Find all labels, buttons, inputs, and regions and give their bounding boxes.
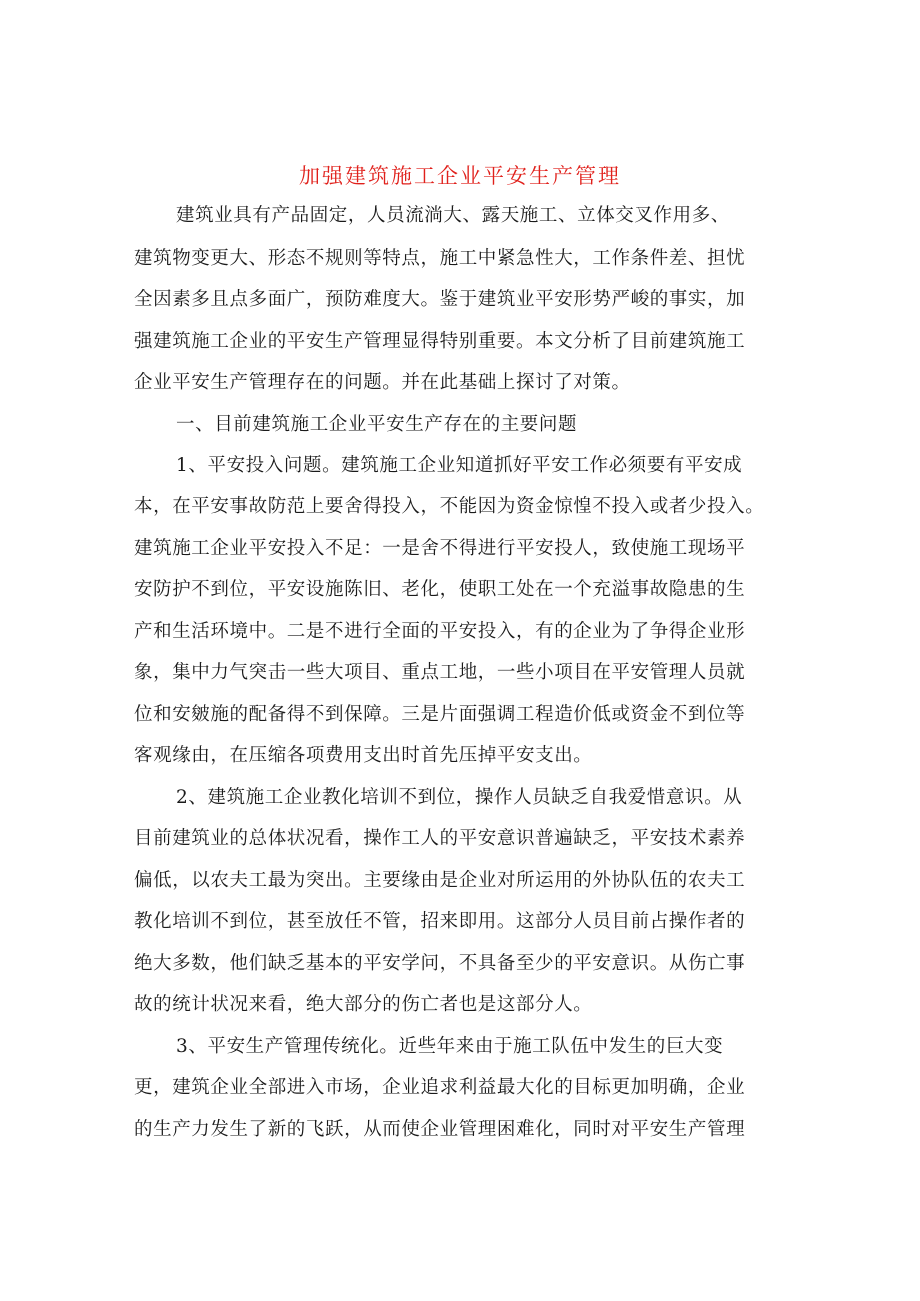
paragraph-line: 2、建筑施工企业教化培训不到位，操作人员缺乏自我爱惜意识。从: [176, 787, 743, 808]
section-heading: 一、目前建筑施工企业平安生产存在的主要问题: [176, 414, 578, 435]
paragraph-line: 故的统计状况来看，绝大部分的伤亡者也是这部分人。: [134, 994, 593, 1015]
paragraph-line: 教化培训不到位，甚至放任不管，招来即用。这部分人员目前占操作者的: [134, 911, 746, 932]
paragraph-line: 偏低，以农夫工最为突出。主要缘由是企业对所运用的外协队伍的农夫工: [134, 870, 746, 891]
paragraph-line: 的生产力发生了新的飞跃，从而使企业管理困难化，同时对平安生产管理: [134, 1119, 746, 1140]
paragraph-line: 3、平安生产管理传统化。近些年来由于施工队伍中发生的巨大变: [176, 1036, 724, 1057]
paragraph-line: 安防护不到位，平安设施陈旧、老化，使职工处在一个充溢事故隐患的生: [134, 579, 746, 600]
paragraph-line: 建筑施工企业平安投入不足：一是舍不得进行平安投人，致使施工现场平: [134, 538, 746, 559]
paragraph-line: 产和生活环境中。二是不进行全面的平安投入，有的企业为了争得企业形: [134, 621, 746, 642]
paragraph-line: 位和安皴施的配备得不到保障。三是片面强调工程造价低或资金不到位等: [134, 704, 746, 725]
paragraph-line: 本，在平安事故防范上要舍得投入，不能因为资金惊惶不投入或者少投入。: [134, 496, 765, 517]
paragraph-line: 建筑物变更大、形态不规则等特点，施工中紧急性大，工作条件差、担忧: [134, 248, 746, 269]
paragraph-line: 全因素多且点多面广，预防难度大。鉴于建筑业平安形势严峻的事实，加: [134, 289, 746, 310]
paragraph-line: 客观缘由，在压缩各项费用支出时首先压掉平安支出。: [134, 745, 593, 766]
paragraph-line: 目前建筑业的总体状况看，操作工人的平安意识普遍缺乏，平安技术素养: [134, 828, 746, 849]
paragraph-line: 更，建筑企业全部进入市场，企业追求利益最大化的目标更加明确，企业: [134, 1077, 746, 1098]
paragraph-line: 企业平安生产管理存在的问题。并在此基础上探讨了对策。: [134, 372, 631, 393]
paragraph-line: 象，集中力气突击一些大项目、重点工地，一些小项目在平安管理人员就: [134, 662, 746, 683]
document-title: 加强建筑施工企业平安生产管理: [299, 164, 621, 188]
paragraph-line: 1、平安投入问题。建筑施工企业知道抓好平安工作必须要有平安成: [176, 455, 743, 476]
paragraph-line: 绝大多数，他们缺乏基本的平安学问，不具备至少的平安意识。从伤亡事: [134, 953, 746, 974]
paragraph-line: 强建筑施工企业的平安生产管理显得特别重要。本文分析了目前建筑施工: [134, 331, 746, 352]
paragraph-line: 建筑业具有产品固定，人员流淌大、露天施工、立体交叉作用多、: [176, 205, 730, 226]
